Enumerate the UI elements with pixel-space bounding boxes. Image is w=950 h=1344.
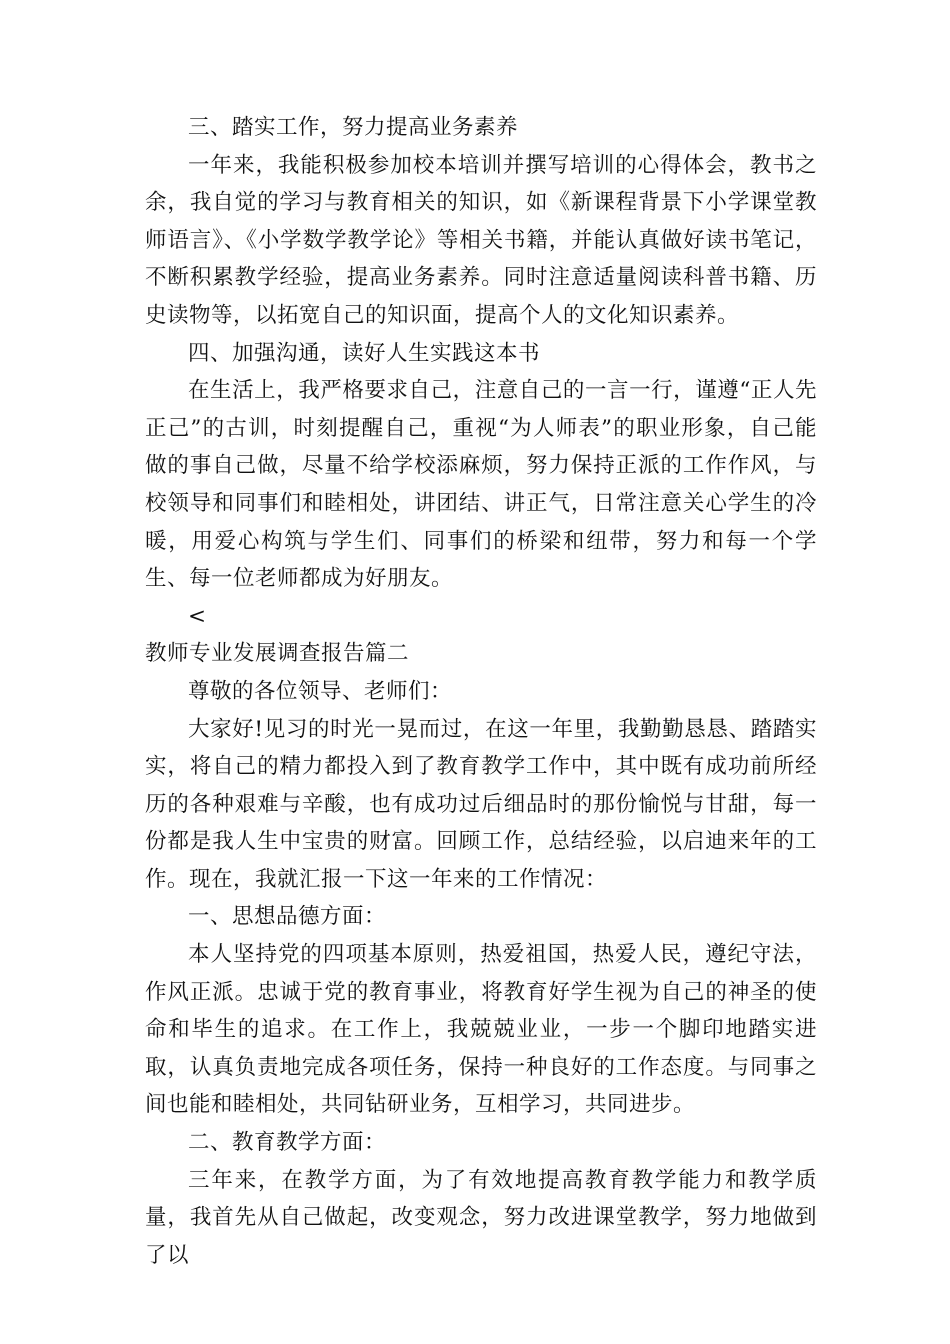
section-heading-4: 四、加强沟通，读好人生实践这本书 <box>188 340 541 366</box>
section-heading-1: 一、思想品德方面： <box>188 904 387 930</box>
section-heading-3: 三、踏实工作，努力提高业务素养 <box>188 115 519 140</box>
body-paragraph: 在生活上，我严格要求自己，注意自己的一言一行，谨遵“正人先正己”的古训，时刻提醒自己，重视“为人师表”的职业形象，自己能做的事自己做，尽量不给学校添麻烦，努力保持正派的工作作风，与校领导和同事们和睦相处，讲团结、讲正气，日常注意关心学生的冷暖，用爱心构筑与学生们、同事们的桥梁和纽带，努力和每一个学生、每一位老师都成为好朋友。 <box>145 378 817 592</box>
body-paragraph: 一年来，我能积极参加校本培训并撰写培训的心得体会，教书之余，我自觉的学习与教育相关的知识，如《新课程背景下小学课堂教师语言》、《小学数学教学论》等相关书籍，并能认真做好读书笔记，不断积累教学经验，提高业务素养。同时注意适量阅读科普书籍、历史读物等，以拓宽自己的知识面，提高个人的文化知识素养。 <box>145 152 817 328</box>
body-paragraph: 本人坚持党的四项基本原则，热爱祖国，热爱人民，遵纪守法，作风正派。忠诚于党的教育事业，将教育好学生视为自己的神圣的使命和毕生的追求。在工作上，我兢兢业业，一步一个脚印地踏实进取，认真负责地完成各项任务，保持一种良好的工作态度。与同事之间也能和睦相处，共同钻研业务，互相学习，共同进步。 <box>145 942 817 1118</box>
stray-mark: < <box>188 603 207 629</box>
document-body <box>145 109 817 1274</box>
body-paragraph: 三年来，在教学方面，为了有效地提高教育教学能力和教学质量，我首先从自己做起，改变观念，努力改进课堂教学，努力地做到了以 <box>145 1167 817 1268</box>
salutation: 尊敬的各位领导、老师们： <box>188 678 453 704</box>
section-heading-2: 二、教育教学方面： <box>188 1130 387 1156</box>
article-title: 教师专业发展调查报告篇二 <box>145 641 410 667</box>
body-paragraph: 大家好!见习的时光一晃而过，在这一年里，我勤勤恳恳、踏踏实实，将自己的精力都投入到了教育教学工作中，其中既有成功前所经历的各种艰难与辛酸，也有成功过后细品时的那份愉悦与甘甜，每一份都是我人生中宝贵的财富。回顾工作，总结经验，以启迪来年的工作。现在，我就汇报一下这一年来的工作情况： <box>145 716 817 892</box>
